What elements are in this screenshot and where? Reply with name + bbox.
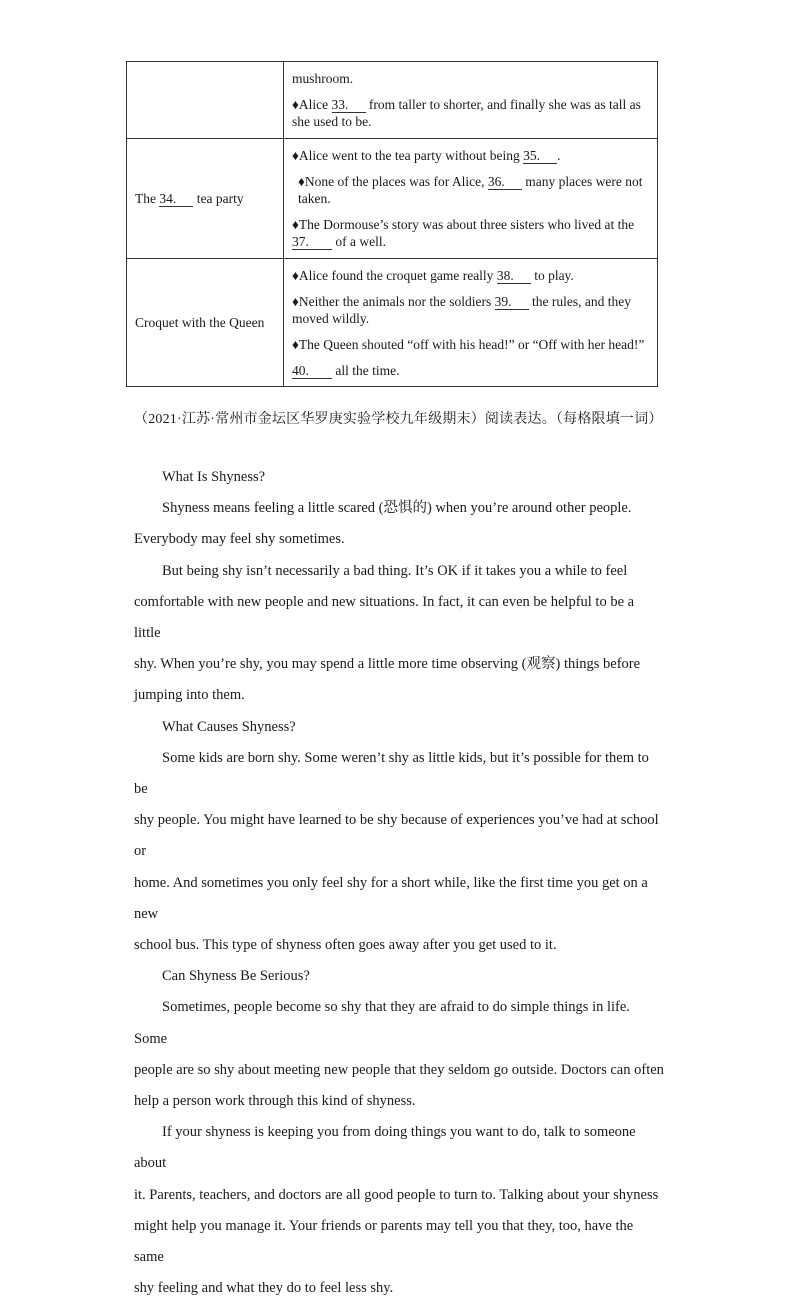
row-content xyxy=(284,259,658,387)
passage-line: Shyness means feeling a little scared (恐惧的) when you’re around other people. xyxy=(162,500,632,517)
table-line: taken. xyxy=(298,191,331,206)
answer-blank-40[interactable]: 40. xyxy=(292,363,332,379)
answer-blank-39[interactable]: 39. xyxy=(495,294,529,310)
passage-line: it. Parents, teachers, and doctors are all good people to turn to. Talking about your shyness xyxy=(134,1186,659,1203)
table-line: mushroom. xyxy=(292,71,354,86)
row-label: Croquet with the Queen xyxy=(127,259,284,387)
passage-line: home. And sometimes you only feel shy for a short while, like the first time you get on a new xyxy=(134,874,648,922)
passage-line: help a person work through this kind of shyness. xyxy=(134,1093,416,1110)
passage-line: But being shy isn’t necessarily a bad thing. It’s OK if it takes you a while to feel xyxy=(162,562,628,579)
answer-blank-35[interactable]: 35. xyxy=(523,148,557,164)
table-line: ♦Alice 33. from taller to shorter, and finally she was as tall as xyxy=(292,97,641,112)
passage-line: Some kids are born shy. Some weren’t shy as little kids, but it’s possible for them to be xyxy=(134,749,649,798)
table-line: ♦Alice found the croquet game really 38. to play. xyxy=(292,267,574,283)
answer-blank-36[interactable]: 36. xyxy=(488,174,522,190)
table-line: 37. of a well. xyxy=(292,234,386,249)
passage-line: comfortable with new people and new situations. In fact, it can even be helpful to be a little xyxy=(134,593,635,642)
passage-line: shy feeling and what they do to feel less shy. xyxy=(134,1280,394,1297)
passage-line: Can Shyness Be Serious? xyxy=(162,968,310,985)
passage-line: What Is Shyness? xyxy=(162,469,266,485)
answer-blank-38[interactable]: 38. xyxy=(497,268,531,284)
table-line: ♦Neither the animals nor the soldiers 39. the rules, and they xyxy=(292,293,631,309)
table-line: moved wildly. xyxy=(292,310,370,326)
row-content xyxy=(284,62,658,139)
passage-line: school bus. This type of shyness often goes away after you get used to it. xyxy=(134,937,557,954)
summary-table xyxy=(126,61,658,387)
answer-blank-33[interactable]: 33. xyxy=(332,97,366,113)
row-label xyxy=(127,62,284,139)
passage-line: Everybody may feel shy sometimes. xyxy=(134,531,345,548)
passage-line: jumping into them. xyxy=(134,687,245,704)
table-row xyxy=(127,259,658,387)
passage-line: might help you manage it. Your friends or parents may tell you that they, too, have the same xyxy=(134,1217,634,1266)
answer-blank-37[interactable]: 37. xyxy=(292,234,332,250)
table-line: she used to be. xyxy=(292,114,372,129)
passage-line: What Causes Shyness? xyxy=(162,718,296,735)
reading-passage xyxy=(134,462,664,1304)
row-label: The 34. tea party xyxy=(127,139,284,259)
table-line: ♦None of the places was for Alice, 36. many places were not xyxy=(298,174,643,189)
row-content xyxy=(284,139,658,259)
table-row xyxy=(127,139,658,259)
table-row xyxy=(127,62,658,139)
passage-line: If your shyness is keeping you from doing things you want to do, talk to someone about xyxy=(134,1124,636,1172)
table-line: ♦Alice went to the tea party without being 35. . xyxy=(292,148,561,163)
table-line: ♦The Queen shouted “off with his head!” or “Off with her head!” xyxy=(292,336,645,352)
passage-line: Sometimes, people become so shy that they are afraid to do simple things in life. Some xyxy=(134,999,630,1047)
passage-line: shy. When you’re shy, you may spend a little more time observing (观察) things before xyxy=(134,656,641,673)
passage-line: people are so shy about meeting new people that they seldom go outside. Doctors can often xyxy=(134,1061,664,1078)
question-source-heading: （2021·江苏·常州市金坛区华罗庚实验学校九年级期末）阅读表达。（每格限填一词） xyxy=(134,412,663,427)
table-line: ♦The Dormouse’s story was about three sisters who lived at the xyxy=(292,217,635,232)
passage-line: shy people. You might have learned to be shy because of experiences you’ve had at school or xyxy=(134,812,659,860)
table-line: 40. all the time. xyxy=(292,362,400,378)
answer-blank-34[interactable]: 34. xyxy=(159,191,193,207)
